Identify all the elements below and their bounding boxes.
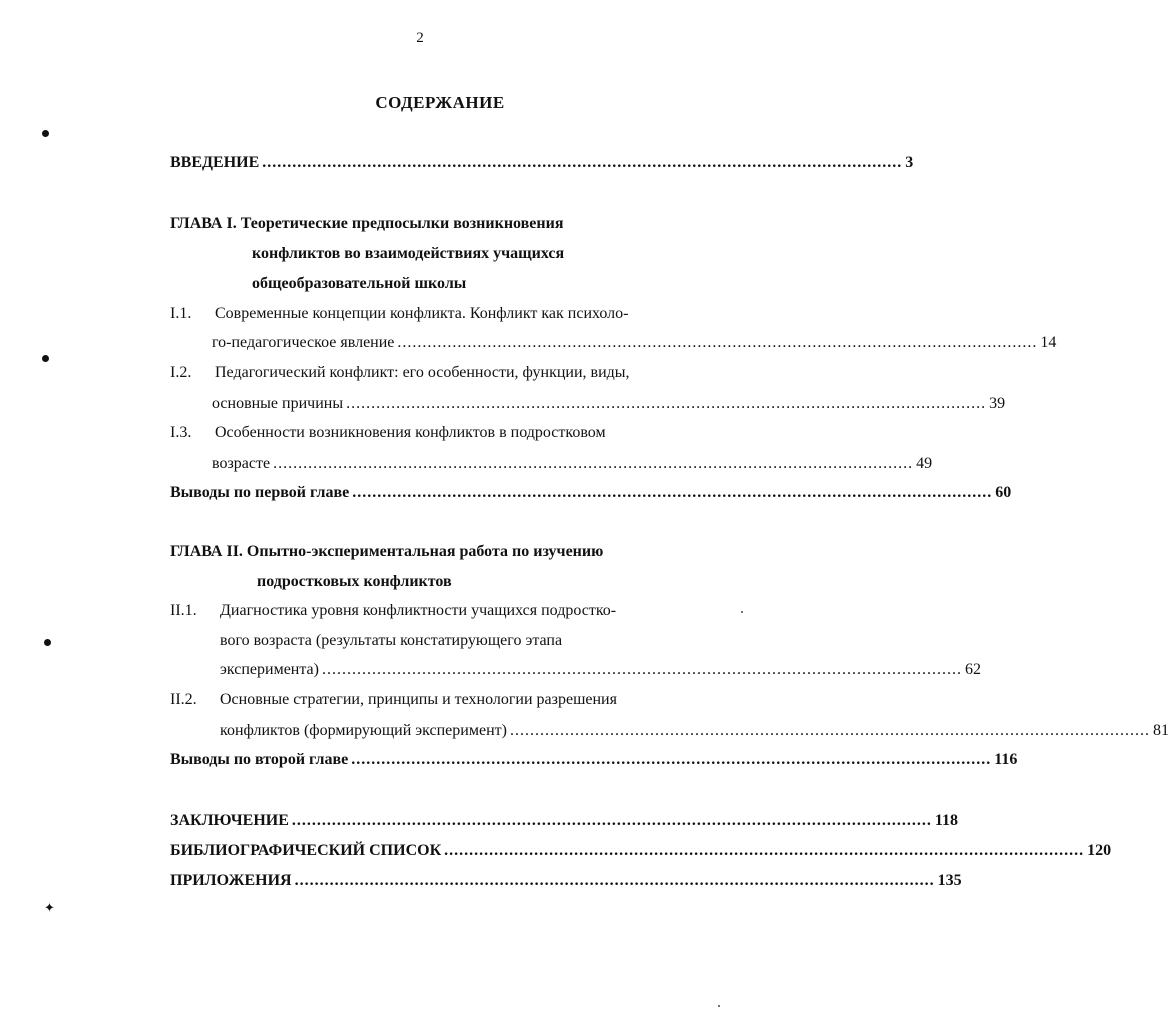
page-title: СОДЕРЖАНИЕ [375,93,505,112]
toc-page: 120 [1087,842,1112,859]
toc-text[interactable]: Педагогический конфликт: его особенности, функции, виды, [215,364,630,381]
toc-text[interactable]: Диагностика уровня конфликтности учащихся подростко- [220,602,617,619]
toc-page: 60 [995,484,1012,501]
toc-leader: ................................................................................................................................ [291,812,932,829]
toc-entry-chapter-2-conclusions[interactable] [170,750,1018,770]
chapter-2-heading: ГЛАВА II. Опытно-экспериментальная работа по изучению [170,543,604,560]
toc-number: II.2. [170,691,197,708]
toc-page: 62 [964,661,981,678]
toc-label: БИБЛИОГРАФИЧЕСКИЙ СПИСОК [170,842,442,859]
toc-label: ПРИЛОЖЕНИЯ [170,872,292,889]
toc-page: 3 [905,154,914,171]
margin-mark-icon: ✦ [44,900,55,915]
toc-page: 135 [937,872,962,889]
margin-dot-2 [42,355,49,362]
toc-leader: ................................................................................................................................ [509,722,1150,739]
toc-page: 49 [916,455,933,472]
toc-text[interactable]: Современные концепции конфликта. Конфликт как психоло- [215,305,629,322]
toc-leader: ................................................................................................................................ [273,455,914,472]
toc-label: возрасте [212,455,271,472]
toc-entry-conclusion[interactable] [170,811,959,831]
toc-leader: ................................................................................................................................ [352,484,993,501]
toc-page: 39 [989,395,1006,412]
chapter-2-heading-cont: подростковых конфликтов [257,573,452,590]
toc-leader: ................................................................................................................................ [294,872,935,889]
toc-number: II.1. [170,602,197,619]
speck-2 [718,1005,720,1007]
toc-text[interactable]: Особенности возникновения конфликтов в подростковом [215,424,606,441]
toc-entry-introduction[interactable] [170,153,914,173]
toc-entry-1-3[interactable] [212,454,933,474]
toc-entry-2-1[interactable] [220,660,981,680]
toc-label: Выводы по второй главе [170,751,349,768]
toc-label: го-педагогическое явление [212,334,395,351]
toc-leader: ................................................................................................................................ [444,842,1085,859]
toc-leader: ................................................................................................................................ [346,395,987,412]
toc-page: 118 [934,812,959,829]
toc-page: 81 [1152,722,1169,739]
margin-dot-1 [42,130,49,137]
toc-label: конфликтов (формирующий эксперимент) [220,722,507,739]
toc-entry-appendices[interactable] [170,871,962,891]
toc-label: основные причины [212,395,344,412]
toc-number: I.3. [170,424,192,441]
toc-leader: ................................................................................................................................ [262,154,903,171]
toc-number: I.2. [170,364,192,381]
toc-entry-2-2[interactable] [220,721,1169,741]
margin-dot-3 [44,639,51,646]
toc-label: Выводы по первой главе [170,484,350,501]
toc-leader: ................................................................................................................................ [397,334,1038,351]
chapter-1-heading-cont: общеобразовательной школы [252,275,467,292]
toc-leader: ................................................................................................................................ [321,661,962,678]
toc-entry-1-2[interactable] [212,394,1006,414]
toc-entry-chapter-1-conclusions[interactable] [170,483,1012,503]
toc-label: ВВЕДЕНИЕ [170,154,260,171]
toc-entry-1-1[interactable] [212,333,1057,353]
chapter-1-heading-cont: конфликтов во взаимодействиях учащихся [252,245,565,262]
toc-leader: ................................................................................................................................ [351,751,992,768]
toc-label: ЗАКЛЮЧЕНИЕ [170,812,289,829]
toc-text[interactable]: вого возраста (результаты констатирующего этапа [220,632,563,649]
toc-label: эксперимента) [220,661,319,678]
toc-entry-bibliography[interactable] [170,841,1112,861]
toc-page: 14 [1040,334,1057,351]
toc-number: I.1. [170,305,192,322]
speck-1 [741,611,743,613]
page-number: 2 [416,30,424,46]
toc-page: 116 [994,751,1018,768]
toc-text[interactable]: Основные стратегии, принципы и технологии разрешения [220,691,617,708]
chapter-1-heading: ГЛАВА I. Теоретические предпосылки возникновения [170,215,564,232]
